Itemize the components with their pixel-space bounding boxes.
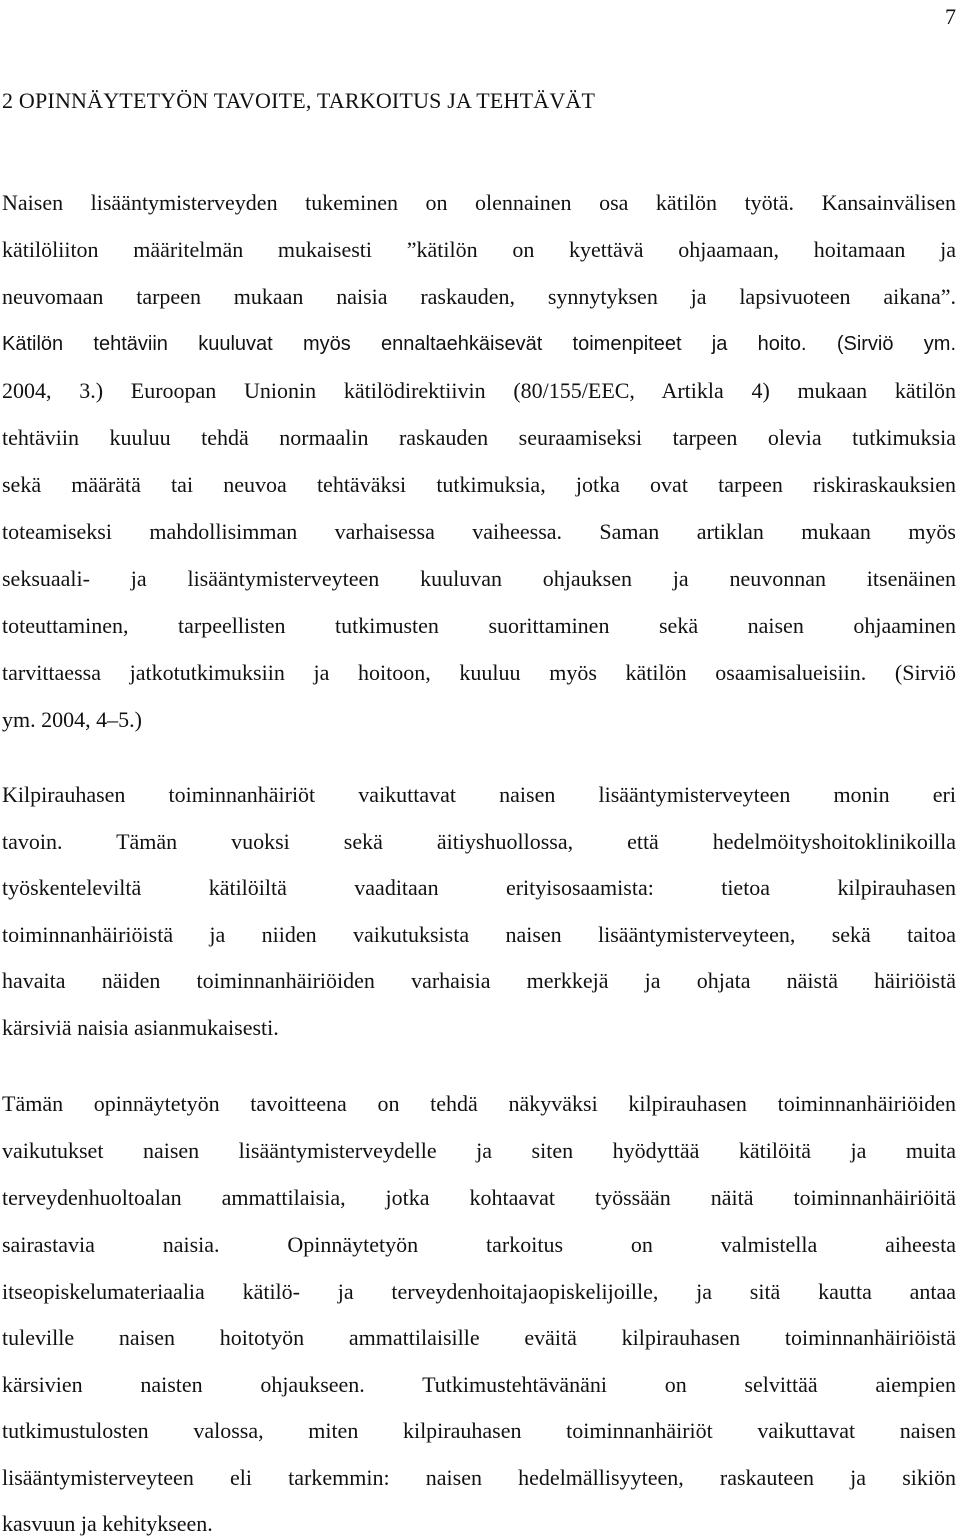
- text-line: sekä määrätä tai neuvoa tehtäväksi tutkimuksia, jotka ovat tarpeen riskiraskauksien: [2, 472, 956, 497]
- section-heading: 2 OPINNÄYTETYÖN TAVOITE, TARKOITUS JA TEHTÄVÄT: [2, 88, 596, 113]
- text-line: kärsiviä naisia asianmukaisesti.: [2, 1015, 279, 1040]
- text-line: kätilöliiton määritelmän mukaisesti ”kätilön on kyettävä ohjaamaan, hoitamaan ja: [2, 237, 956, 262]
- text-line: tehtäviin kuuluu tehdä normaalin raskauden seuraamiseksi tarpeen olevia tutkimuksia: [2, 425, 956, 450]
- text-line: Kätilön tehtäviin kuuluvat myös ennaltaehkäisevät toimenpiteet ja hoito. (Sirviö ym.: [2, 333, 956, 355]
- text-line: kärsivien naisten ohjaukseen. Tutkimustehtävänäni on selvittää aiempien: [2, 1372, 956, 1397]
- text-line: seksuaali- ja lisääntymisterveyteen kuuluvan ohjauksen ja neuvonnan itsenäinen: [2, 566, 956, 591]
- text-line: tutkimustulosten valossa, miten kilpirauhasen toiminnanhäiriöt vaikuttavat naisen: [2, 1418, 956, 1443]
- text-line: kasvuun ja kehitykseen.: [2, 1511, 213, 1536]
- text-line: Tämän opinnäytetyön tavoitteena on tehdä näkyväksi kilpirauhasen toiminnanhäiriöiden: [2, 1091, 956, 1116]
- text-line: lisääntymisterveyteen eli tarkemmin: naisen hedelmällisyyteen, raskauteen ja sikiön: [2, 1465, 956, 1490]
- text-line: Naisen lisääntymisterveyden tukeminen on olennainen osa kätilön työtä. Kansainvälisen: [2, 190, 956, 215]
- page-number: 7: [945, 4, 956, 29]
- text-line: Kilpirauhasen toiminnanhäiriöt vaikuttavat naisen lisääntymisterveyteen monin eri: [2, 782, 956, 807]
- text-line: havaita näiden toiminnanhäiriöiden varhaisia merkkejä ja ohjata näistä häiriöistä: [2, 968, 956, 993]
- text-line: 2004, 3.) Euroopan Unionin kätilödirektiivin (80/155/EEC, Artikla 4) mukaan kätilön: [2, 378, 956, 403]
- text-line: toteamiseksi mahdollisimman varhaisessa vaiheessa. Saman artiklan mukaan myös: [2, 519, 956, 544]
- text-line: ym. 2004, 4–5.): [2, 707, 142, 732]
- text-line: itseopiskelumateriaalia kätilö- ja terveydenhoitajaopiskelijoille, ja sitä kautta antaa: [2, 1279, 956, 1304]
- text-line: vaikutukset naisen lisääntymisterveydelle ja siten hyödyttää kätilöitä ja muita: [2, 1138, 956, 1163]
- text-line: tavoin. Tämän vuoksi sekä äitiyshuollossa, että hedelmöityshoitoklinikoilla: [2, 829, 956, 854]
- text-line: toteuttaminen, tarpeellisten tutkimusten suorittaminen sekä naisen ohjaaminen: [2, 613, 956, 638]
- text-line: työskenteleviltä kätilöiltä vaaditaan erityisosaamista: tietoa kilpirauhasen: [2, 875, 956, 900]
- text-line: toiminnanhäiriöistä ja niiden vaikutuksista naisen lisääntymisterveyteen, sekä taitoa: [2, 922, 956, 947]
- text-line: tarvittaessa jatkotutkimuksiin ja hoitoon, kuuluu myös kätilön osaamisalueisiin. (Sirviö: [2, 660, 956, 685]
- text-line: sairastavia naisia. Opinnäytetyön tarkoitus on valmistella aiheesta: [2, 1232, 956, 1257]
- text-line: neuvomaan tarpeen mukaan naisia raskauden, synnytyksen ja lapsivuoteen aikana”.: [2, 284, 956, 309]
- text-line: terveydenhuoltoalan ammattilaisia, jotka kohtaavat työssään näitä toiminnanhäiriöitä: [2, 1185, 956, 1210]
- text-line: tuleville naisen hoitotyön ammattilaisille eväitä kilpirauhasen toiminnanhäiriöistä: [2, 1325, 956, 1350]
